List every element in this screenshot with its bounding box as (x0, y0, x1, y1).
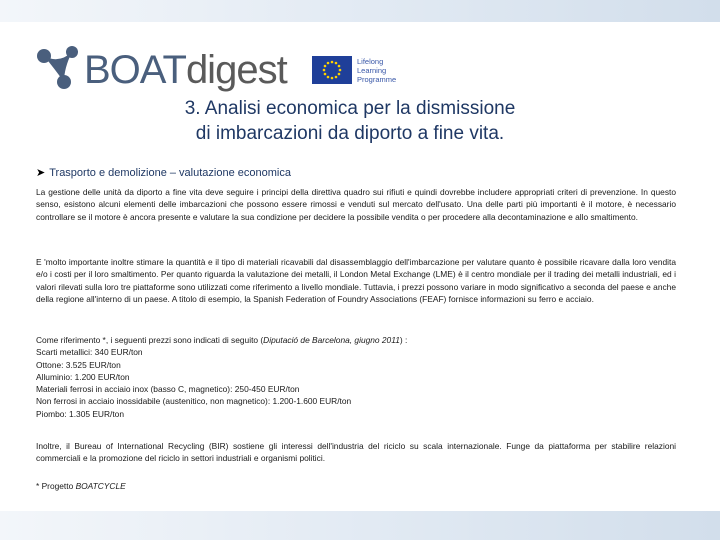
price-intro: Come riferimento *, i seguenti prezzi sono indicati di seguito (Diputació de Barcelona, giugno 2011) : (36, 335, 408, 345)
footnote-project: BOATCYCLE (75, 481, 126, 491)
boatdigest-logo-text (84, 44, 287, 96)
paragraph-waste-management: La gestione delle unità da diporto a fine vita deve seguire i principi della direttiva quadro sui rifiuti e quindi dovrebbe includere appropriati criteri di prevenzione. In questo senso, esistono alcuni elementi delle imbarcazioni che possono essere rimossi e venduti sul mercato dell'usato. Una delle parti più importanti è il motore, è necessario controllare se il motore è ancora presente e valutare la sua condizione per decidere la possibile vendita o per procedere alla decontaminazione e allo smaltimento. (36, 187, 676, 222)
price-source: Diputació de Barcelona, giugno 2011 (263, 335, 400, 345)
section-heading (36, 166, 291, 179)
header-logos (34, 42, 414, 94)
lifelong-learning-programme-label: Lifelong Learning Programme (357, 57, 397, 84)
title-line-2: di imbarcazioni da diporto a fine vita. (195, 123, 505, 144)
top-frame-band (0, 0, 720, 22)
paragraph-metal-valuation: E 'molto importante inoltre stimare la quantità e il tipo di materiali ricavabili dal disassemblaggio dell'imbarcazione per valutare quanto è possibile ricavare dalla loro vendita e/o i costi per il loro smaltimento. Per quanto riguarda la valutazione dei metalli, il London Metal Exchange (LME) è il centro mondiale per il trading dei metalli industriali, ed i valori rilevati sulla loro tre piattaforme sono utilizzati come riferimento a livello mondiale. Tuttavia, i prezzi possono variare in modo significativo a seconda del paese e anche della regione all'interno di un paese. A titolo di esempio, la Spanish Federation of Foundry Associations (FEAF) fornisce informazioni su ferro e acciaio. (36, 257, 676, 304)
footnote: * Progetto BOATCYCLE (36, 481, 126, 491)
list-item: Scarti metallici: 340 EUR/ton (36, 347, 143, 358)
section-heading-text: Trasporto e demolizione – valutazione economica (49, 167, 291, 179)
logo-digest-part: digest (185, 48, 287, 92)
list-item: Materiali ferrosi in acciaio inox (basso C, magnetico): 250-450 EUR/ton (36, 384, 300, 395)
bottom-frame-band (0, 511, 720, 540)
page-title (130, 96, 570, 146)
boatdigest-logo-mark-icon (34, 42, 84, 92)
price-section (36, 334, 676, 420)
price-list (36, 346, 676, 420)
list-item: Ottone: 3.525 EUR/ton (36, 359, 121, 370)
arrow-bullet-icon: ➤ (36, 167, 46, 179)
list-item: Piombo: 1.305 EUR/ton (36, 408, 124, 419)
list-item: Non ferrosi in acciaio inossidabile (austenitico, non magnetico): 1.200-1.600 EUR/ton (36, 396, 352, 407)
title-line-1: 3. Analisi economica per la dismissione (184, 98, 516, 119)
paragraph-bir: Inoltre, il Bureau of International Recycling (BIR) sostiene gli interessi dell'industria del riciclo su scala internazionale. Funge da piattaforma per stabilire relazioni commerciali e la promozione del riciclo in settori industriali e organismi politici. (36, 441, 676, 464)
eu-flag-icon (312, 56, 352, 84)
list-item: Alluminio: 1.200 EUR/ton (36, 371, 130, 382)
logo-boat-part: BOAT (84, 48, 186, 92)
